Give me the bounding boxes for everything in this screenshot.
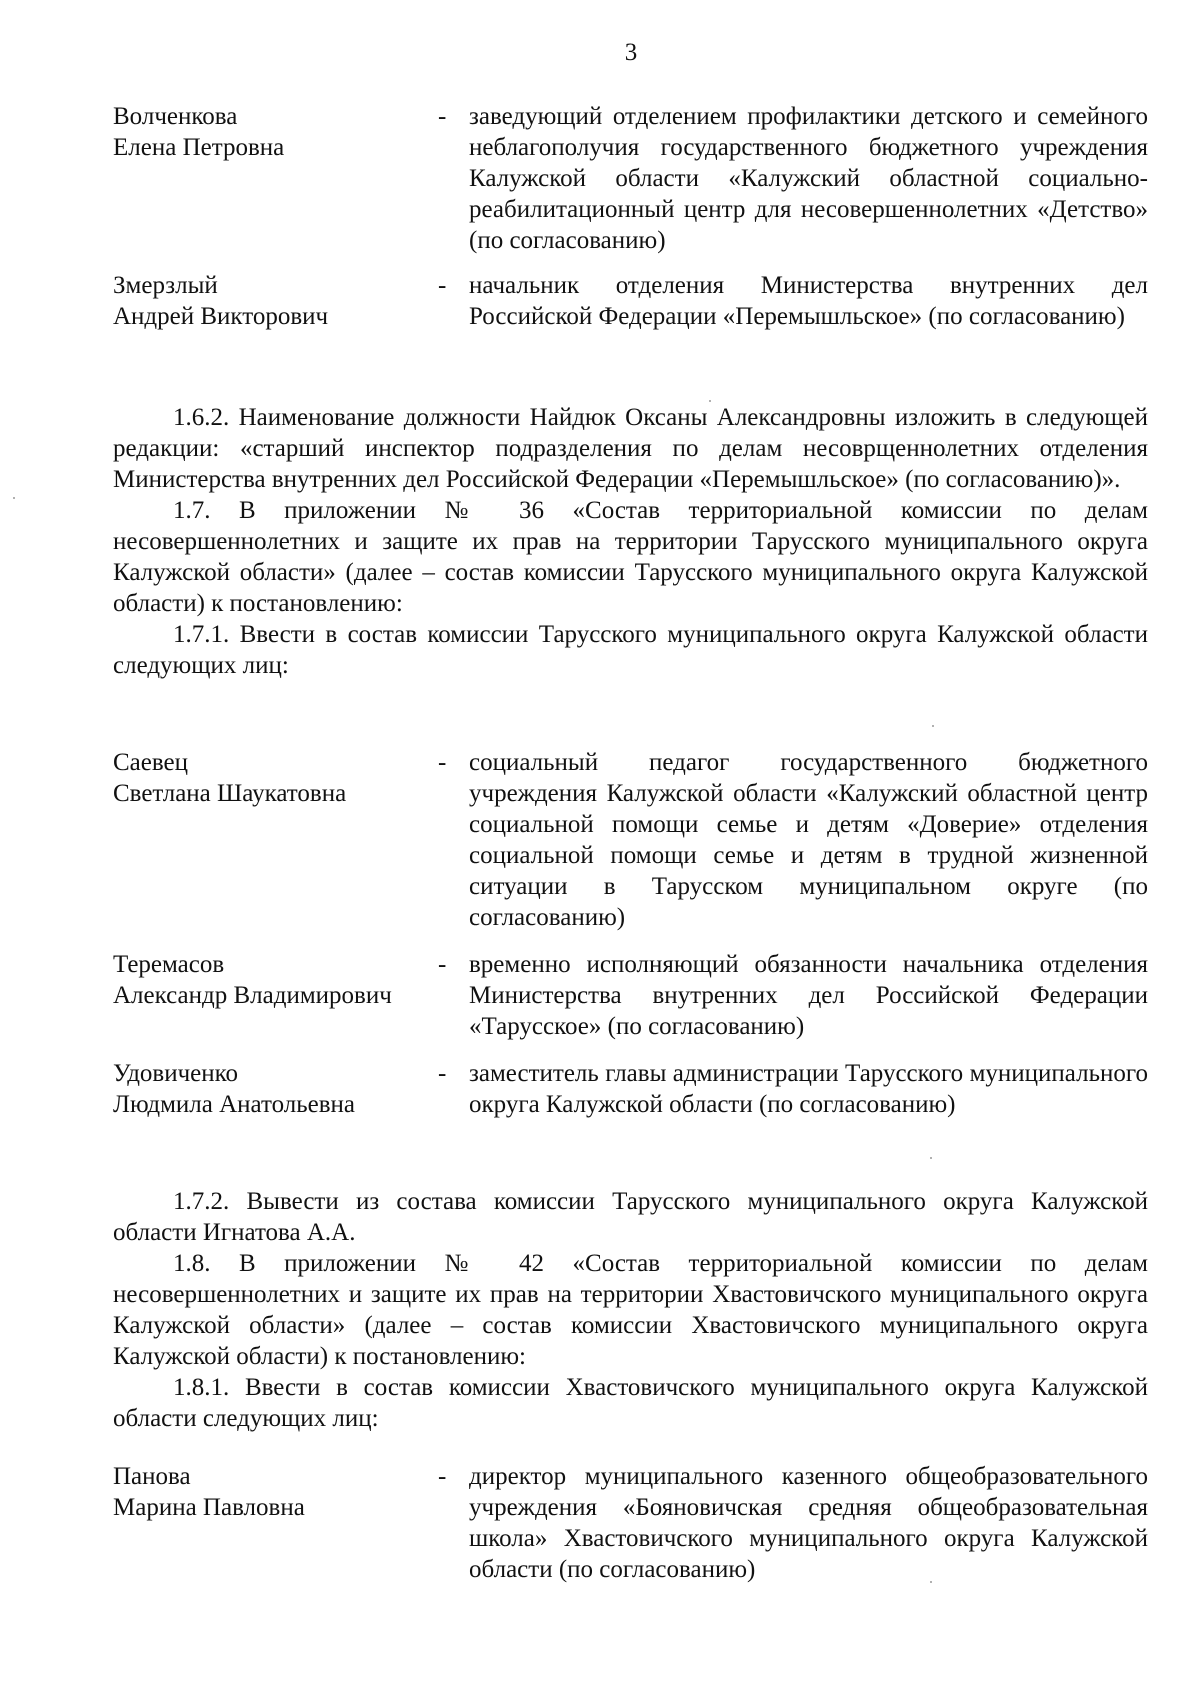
paragraph-1-7: 1.7. В приложении № 36 «Состав территориальной комиссии по делам несовершеннолетних и защите их прав на территории Тарусского муниципального округа Калужской области» (далее – состав комиссии Тарусского муниципального округа Калужской области) к постановлению:: [113, 497, 1148, 617]
scan-speck: [932, 725, 934, 727]
member-name: [113, 1461, 413, 1523]
member-entry: [113, 1058, 1148, 1120]
scan-speck: [930, 1157, 932, 1159]
members-list-tarusa: [113, 747, 1148, 1120]
member-given-names: Александр Владимирович: [113, 982, 392, 1009]
paragraph-1-6-2: 1.6.2. Наименование должности Найдюк Оксаны Александровны изложить в следующей редакции: «старший инспектор подразделения по делам несоврщеннолетних отделения Министерства внутренних дел Российской Федерации «Перемышльское» (по согласованию)».: [113, 404, 1148, 493]
member-dash: -: [438, 103, 447, 130]
member-name: [113, 949, 413, 1011]
member-position: директор муниципального казенного общеобразовательного учреждения «Бояновичская средняя общеобразовательная школа» Хвастовичского муниципального округа Калужской области (по согласованию): [469, 1463, 1148, 1583]
member-surname: Теремасов: [113, 951, 225, 978]
member-surname: Саевец: [113, 749, 188, 776]
member-surname: Панова: [113, 1463, 191, 1490]
member-position: временно исполняющий обязанности начальника отделения Министерства внутренних дел Российской Федерации «Тарусское» (по согласованию): [469, 951, 1148, 1040]
member-name: [113, 101, 413, 163]
member-surname: Удовиченко: [113, 1060, 239, 1087]
member-name: [113, 270, 413, 332]
member-position: начальник отделения Министерства внутренних дел Российской Федерации «Перемышльское» (по согласованию): [469, 272, 1148, 330]
member-entry: [113, 1461, 1148, 1585]
member-name: [113, 747, 413, 809]
member-dash: -: [438, 951, 447, 978]
member-entry: [113, 949, 1148, 1042]
member-entry: [113, 747, 1148, 933]
member-dash: -: [438, 749, 447, 776]
member-dash: -: [438, 1463, 447, 1490]
member-position: заместитель главы администрации Тарусского муниципального округа Калужской области (по согласованию): [469, 1060, 1148, 1118]
paragraph-1-8: 1.8. В приложении № 42 «Состав территориальной комиссии по делам несовершеннолетних и защите их прав на территории Хвастовичского муниципального округа Калужской области» (далее – состав комиссии Хвастовичского муниципального округа Калужской области) к постановлению:: [113, 1250, 1148, 1370]
members-list-perem: [113, 101, 1148, 332]
amendment-paragraphs-1: [113, 402, 1148, 681]
page-number: 3: [624, 39, 638, 66]
member-entry: [113, 101, 1148, 256]
member-surname: Змерзлый: [113, 272, 218, 299]
paragraph-1-8-1: 1.8.1. Ввести в состав комиссии Хвастовичского муниципального округа Калужской области следующих лиц:: [113, 1374, 1148, 1432]
member-dash: -: [438, 1060, 447, 1087]
scan-speck: [930, 1581, 932, 1583]
member-surname: Волченкова: [113, 103, 238, 130]
member-entry: [113, 270, 1148, 332]
member-given-names: Елена Петровна: [113, 134, 285, 161]
members-list-khvastovichi: [113, 1461, 1148, 1585]
member-dash: -: [438, 272, 447, 299]
member-position: социальный педагог государственного бюджетного учреждения Калужской области «Калужский областной центр социальной помощи семье и детям «Доверие» отделения социальной помощи семье и детям в трудной жизненной ситуации в Тарусском муниципальном округе (по согласованию): [469, 749, 1148, 931]
paragraph-1-7-2: 1.7.2. Вывести из состава комиссии Тарусского муниципального округа Калужской области Игнатова А.А.: [113, 1188, 1148, 1246]
member-given-names: Андрей Викторович: [113, 303, 329, 330]
amendment-paragraphs-2: [113, 1186, 1148, 1434]
member-given-names: Светлана Шаукатовна: [113, 780, 347, 807]
paragraph-1-7-1: 1.7.1. Ввести в состав комиссии Тарусского муниципального округа Калужской области следующих лиц:: [113, 621, 1148, 679]
member-position: заведующий отделением профилактики детского и семейного неблагополучия государственного бюджетного учреждения Калужской области «Калужский областной социально-реабилитационный центр для несовершеннолетних «Детство» (по согласованию): [469, 103, 1148, 254]
scan-speck: [13, 497, 15, 499]
member-given-names: Людмила Анатольевна: [113, 1091, 356, 1118]
scan-speck: [709, 400, 711, 402]
member-name: [113, 1058, 413, 1120]
member-given-names: Марина Павловна: [113, 1494, 305, 1521]
